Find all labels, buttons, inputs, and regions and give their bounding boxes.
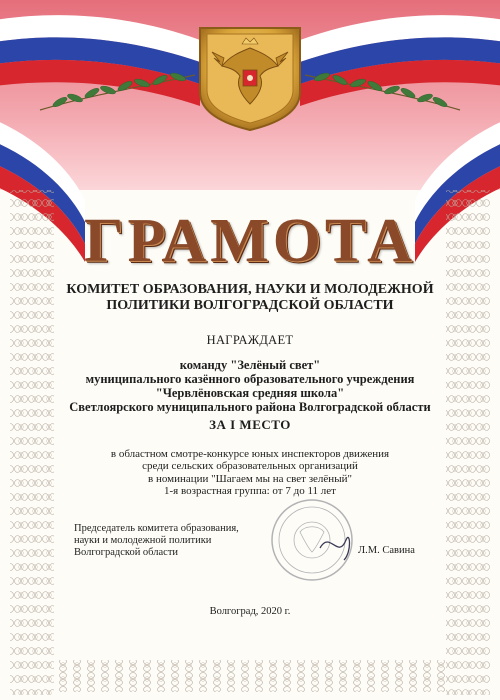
city-and-year: Волгоград, 2020 г. [209, 606, 291, 617]
awards-caption: НАГРАЖДАЕТ [206, 333, 294, 347]
ornamental-border-bottom [54, 660, 446, 692]
recipient-line: Светлоярского муниципального района Волгоградской области [69, 400, 431, 414]
recipient-line: команду "Зелёный свет" [179, 358, 321, 372]
committee-line: ПОЛИТИКИ ВОЛГОГРАДСКОЙ ОБЛАСТИ [106, 298, 394, 314]
contest-line: в областном смотре-конкурсе юных инспекторов движения [110, 448, 390, 460]
signer-position-line: Волгоградской области [74, 547, 179, 559]
contest-line: среди сельских образовательных организаций [142, 460, 358, 473]
russian-coat-of-arms-icon [200, 28, 300, 130]
signer-position-line: науки и молодежной политики [74, 535, 212, 547]
signer-name: Л.М. Савина [358, 545, 415, 556]
recipient-line: муниципального казённого образовательного учреждения [85, 372, 415, 386]
ornamental-border-right [446, 190, 490, 695]
signer-position [74, 523, 264, 559]
contest-line: 1-я возрастная группа: от 7 до 11 лет [164, 484, 336, 497]
signer-position-line: Председатель комитета образования, [74, 523, 239, 534]
signature [320, 537, 350, 560]
official-seal-icon [272, 500, 352, 580]
certificate-title: ГРАМОТА [84, 207, 416, 275]
recipient-block [60, 358, 440, 414]
place-award: ЗА I МЕСТО [209, 417, 291, 432]
committee-name [60, 282, 440, 314]
ornamental-border-left [10, 190, 54, 695]
contest-line: в номинации "Шагаем мы на свет зелёный" [148, 472, 352, 485]
committee-line: КОМИТЕТ ОБРАЗОВАНИЯ, НАУКИ И МОЛОДЕЖНОЙ [66, 282, 434, 297]
contest-description [60, 448, 440, 497]
recipient-line: "Червлёновская средняя школа" [155, 386, 345, 400]
